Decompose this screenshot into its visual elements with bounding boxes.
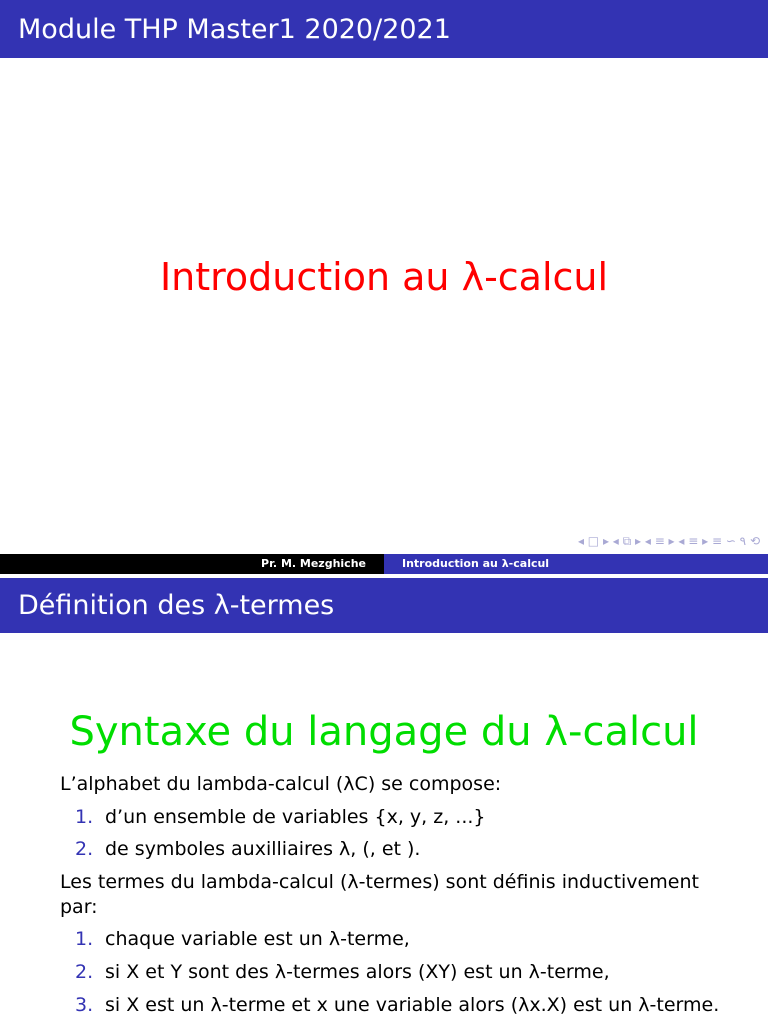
slide-title: Introduction au λ-calcul bbox=[159, 255, 609, 299]
beamer-navigation-icons[interactable]: ◂ □ ▸ ◂ ⧉ ▸ ◂ ≡ ▸ ◂ ≡ ▸ ≡ ∽ ۹ ⟲ bbox=[577, 534, 760, 548]
list-number: 1. bbox=[75, 805, 94, 828]
terms-list bbox=[60, 927, 740, 1017]
list-item bbox=[60, 960, 740, 985]
list-item bbox=[60, 927, 740, 952]
list-item bbox=[60, 993, 740, 1018]
list-number: 2. bbox=[75, 838, 94, 861]
list-text: chaque variable est un λ-terme, bbox=[105, 928, 410, 951]
terms-intro: Les termes du lambda-calcul (λ-termes) sont définis inductivement par: bbox=[60, 871, 699, 918]
slide-content bbox=[60, 772, 740, 1026]
list-number: 1. bbox=[75, 928, 94, 951]
list-text: si X est un λ-terme et x une variable alors (λx.X) est un λ-terme. bbox=[105, 993, 720, 1016]
list-number: 2. bbox=[75, 961, 94, 984]
alphabet-list bbox=[60, 805, 740, 862]
slide-header bbox=[0, 578, 768, 633]
list-text: d’un ensemble de variables {x, y, z, ...} bbox=[105, 805, 486, 828]
list-item bbox=[60, 837, 740, 862]
list-item bbox=[60, 805, 740, 830]
section-title: Syntaxe du langage du λ-calcul bbox=[69, 709, 699, 755]
slide-header bbox=[0, 0, 768, 58]
list-number: 3. bbox=[75, 993, 94, 1016]
slide-header-text: Définition des λ-termes bbox=[18, 590, 335, 621]
list-text: si X et Y sont des λ-termes alors (XY) est un λ-terme, bbox=[105, 961, 610, 984]
slide-footer bbox=[0, 554, 768, 574]
slide-header-text: Module THP Master1 2020/2021 bbox=[18, 13, 451, 45]
footer-author: Pr. M. Mezghiche bbox=[0, 554, 384, 574]
footer-title: Introduction au λ-calcul bbox=[384, 554, 768, 574]
list-text: de symboles auxilliaires λ, (, et ). bbox=[105, 838, 421, 861]
alphabet-intro: L’alphabet du lambda-calcul (λC) se compose: bbox=[60, 773, 502, 795]
